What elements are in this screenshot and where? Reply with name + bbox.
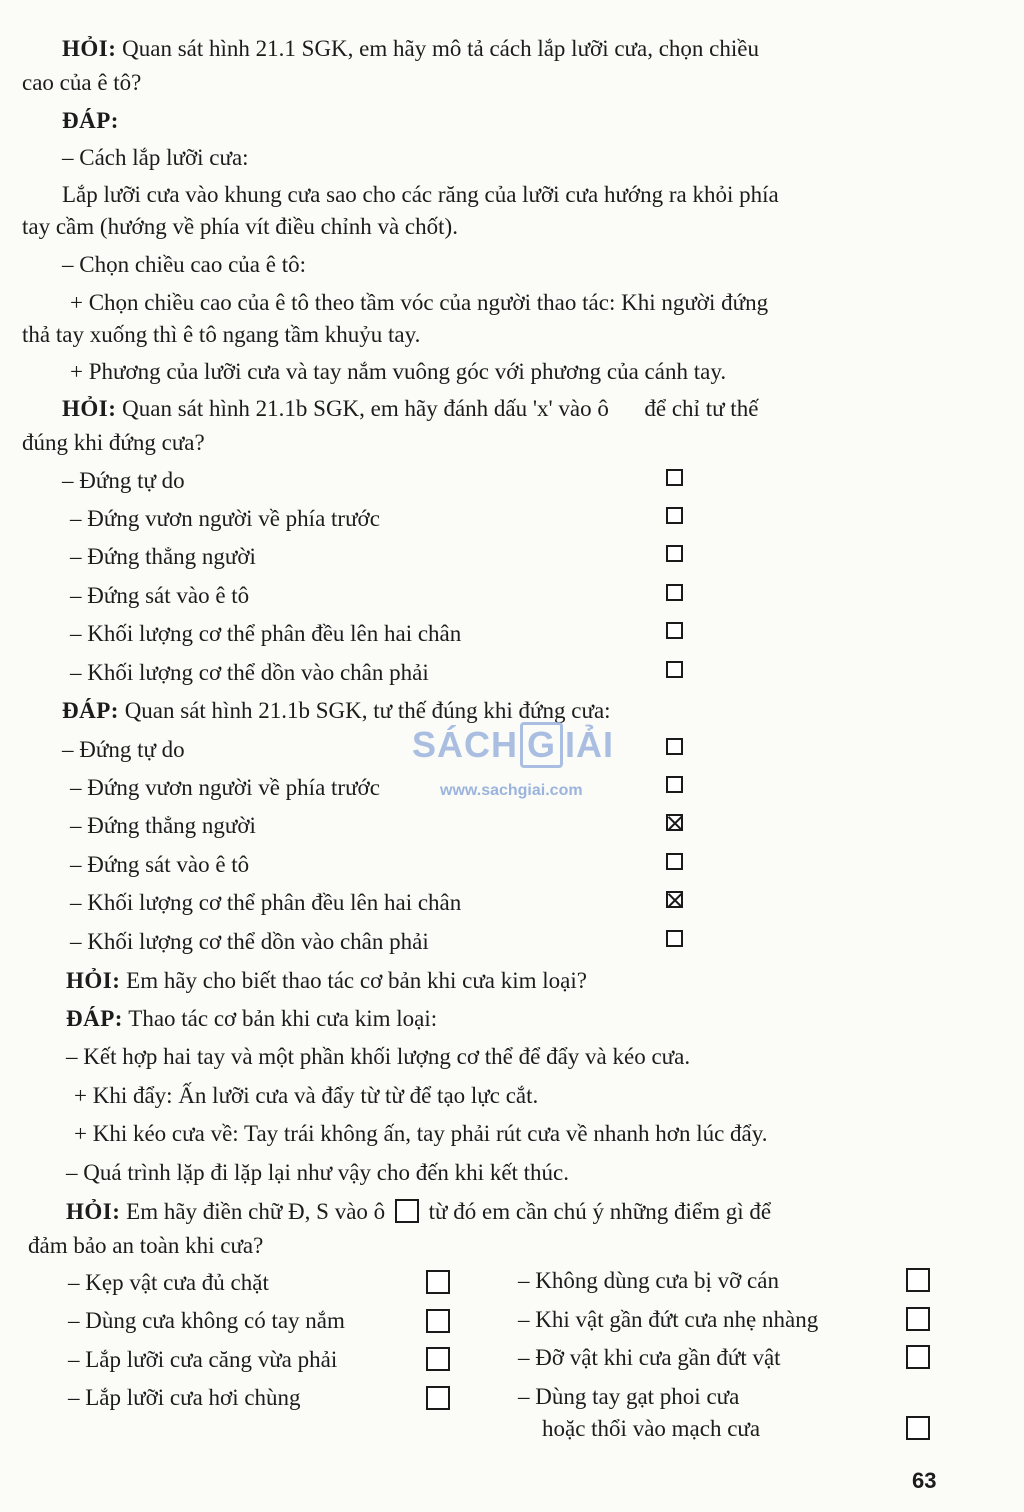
q4-right-item-cont: hoặc thổi vào mạch cưa: [542, 1416, 761, 1441]
a2-option: – Đứng thẳng người: [70, 813, 256, 838]
q1-text: Quan sát hình 21.1 SGK, em hãy mô tả cách lắp lưỡi cưa, chọn chiều: [122, 36, 759, 61]
a1-para-2a: + Chọn chiều cao của ê tô theo tầm vóc của người thao tác: Khi người đứng: [70, 290, 769, 315]
a3-step-4: – Quá trình lặp đi lặp lại như vậy cho đến khi kết thúc.: [66, 1160, 570, 1185]
q4-line-2: đảm bảo an toàn khi cưa?: [28, 1233, 264, 1258]
question-label: HỎI:: [62, 36, 117, 61]
inline-answer-box: [395, 1199, 419, 1223]
question-label: HỎI:: [62, 396, 117, 421]
a3-text: Thao tác cơ bản khi cưa kim loại:: [128, 1006, 438, 1031]
q2-option: – Khối lượng cơ thể dồn vào chân phải: [70, 660, 429, 685]
a2-option: – Đứng vươn người về phía trước: [70, 775, 380, 800]
q2-text-cont: để chỉ tư thế: [644, 396, 759, 421]
a1-para-1a: Lắp lưỡi cưa vào khung cưa sao cho các răng của lưỡi cưa hướng ra khỏi phía: [62, 182, 779, 207]
q4-text-cont: từ đó em cần chú ý những điểm gì để: [428, 1199, 772, 1224]
a2-text: Quan sát hình 21.1b SGK, tư thế đúng khi đứng cưa:: [124, 698, 611, 723]
q4-left-item: – Dùng cưa không có tay nắm: [68, 1308, 345, 1333]
watermark-logo-g: G: [520, 722, 563, 768]
watermark-url: www.sachgiai.com: [440, 782, 583, 799]
q2-checkbox[interactable]: [666, 507, 683, 524]
q2-line-2: đúng khi đứng cưa?: [22, 430, 205, 455]
q4-answer-box[interactable]: [906, 1307, 930, 1331]
a1-sub-2: – Chọn chiều cao của ê tô:: [62, 252, 306, 277]
page-number: 63: [912, 1468, 937, 1493]
q1-line-1: [62, 34, 759, 64]
a1-para-3: + Phương của lưỡi cưa và tay nắm vuông góc với phương của cánh tay.: [70, 359, 727, 384]
a2-checkbox[interactable]: [666, 853, 683, 870]
a2-option: – Đứng sát vào ê tô: [70, 852, 250, 877]
q2-line-1: [62, 394, 758, 424]
watermark-logo: [412, 722, 614, 768]
a1-sub-1: – Cách lắp lưỡi cưa:: [62, 145, 249, 170]
q4-answer-box[interactable]: [426, 1270, 450, 1294]
watermark-logo-text-end: IẢI: [565, 724, 615, 765]
q1-line-2: cao của ê tô?: [22, 70, 142, 95]
q4-right-item: – Không dùng cưa bị vỡ cán: [518, 1268, 779, 1293]
a2-option: – Khối lượng cơ thể dồn vào chân phải: [70, 929, 429, 954]
q4-left-item: – Lắp lưỡi cưa căng vừa phải: [68, 1347, 338, 1372]
a2-option: – Khối lượng cơ thể phân đều lên hai chân: [70, 890, 462, 915]
question-label: HỎI:: [66, 1199, 121, 1224]
q2-option: – Khối lượng cơ thể phân đều lên hai chân: [70, 621, 462, 646]
q3-text: Em hãy cho biết thao tác cơ bản khi cưa kim loại?: [126, 968, 587, 993]
q2-checkbox[interactable]: [666, 469, 683, 486]
a2-checkbox-checked[interactable]: [666, 891, 683, 908]
a3-step-1: – Kết hợp hai tay và một phần khối lượng cơ thể để đẩy và kéo cưa.: [66, 1044, 691, 1069]
a2-checkbox[interactable]: [666, 776, 683, 793]
a2-checkbox[interactable]: [666, 930, 683, 947]
a3-step-3: + Khi kéo cưa về: Tay trái không ấn, tay phải rút cưa về nhanh hơn lúc đẩy.: [74, 1121, 768, 1146]
q2-option: – Đứng vươn người về phía trước: [70, 506, 380, 531]
a2-checkbox-checked[interactable]: [666, 814, 683, 831]
q4-text: Em hãy điền chữ Đ, S vào ô: [126, 1199, 386, 1224]
q4-right-item: – Đỡ vật khi cưa gần đứt vật: [518, 1345, 781, 1370]
q2-checkbox[interactable]: [666, 545, 683, 562]
q2-option: – Đứng thẳng người: [70, 544, 256, 569]
q4-right-item: – Khi vật gần đứt cưa nhẹ nhàng: [518, 1307, 819, 1332]
q2-option: – Đứng tự do: [62, 468, 185, 493]
q4-answer-box[interactable]: [426, 1347, 450, 1371]
q4-left-item: – Kẹp vật cưa đủ chặt: [68, 1270, 269, 1295]
q4-right-item: – Dùng tay gạt phoi cưa: [518, 1384, 740, 1409]
q3-line: [66, 966, 587, 996]
answer-label: ĐÁP:: [66, 1006, 123, 1031]
q2-checkbox[interactable]: [666, 661, 683, 678]
q4-answer-box[interactable]: [426, 1309, 450, 1333]
q4-answer-box[interactable]: [906, 1268, 930, 1292]
a2-option: – Đứng tự do: [62, 737, 185, 762]
a2-checkbox[interactable]: [666, 738, 683, 755]
answer-label: ĐÁP:: [62, 698, 119, 723]
q2-option: – Đứng sát vào ê tô: [70, 583, 250, 608]
q4-left-item: – Lắp lưỡi cưa hơi chùng: [68, 1385, 301, 1410]
q2-checkbox[interactable]: [666, 622, 683, 639]
a3-line: [66, 1004, 437, 1034]
a1-para-1b: tay cầm (hướng về phía vít điều chỉnh và chốt).: [22, 214, 458, 239]
q4-answer-box[interactable]: [426, 1386, 450, 1410]
a3-step-2: + Khi đẩy: Ấn lưỡi cưa và đẩy từ từ để tạo lực cắt.: [74, 1083, 539, 1108]
q4-answer-box[interactable]: [906, 1416, 930, 1440]
a1-para-2b: thả tay xuống thì ê tô ngang tầm khuỷu tay.: [22, 322, 421, 347]
q2-checkbox[interactable]: [666, 584, 683, 601]
question-label: HỎI:: [66, 968, 121, 993]
q2-text: Quan sát hình 21.1b SGK, em hãy đánh dấu 'x' vào ô: [122, 396, 609, 421]
q4-line-1: [66, 1197, 771, 1227]
answer-label: ĐÁP:: [62, 108, 119, 133]
watermark-logo-text: SÁCH: [412, 724, 519, 765]
q4-answer-box[interactable]: [906, 1345, 930, 1369]
